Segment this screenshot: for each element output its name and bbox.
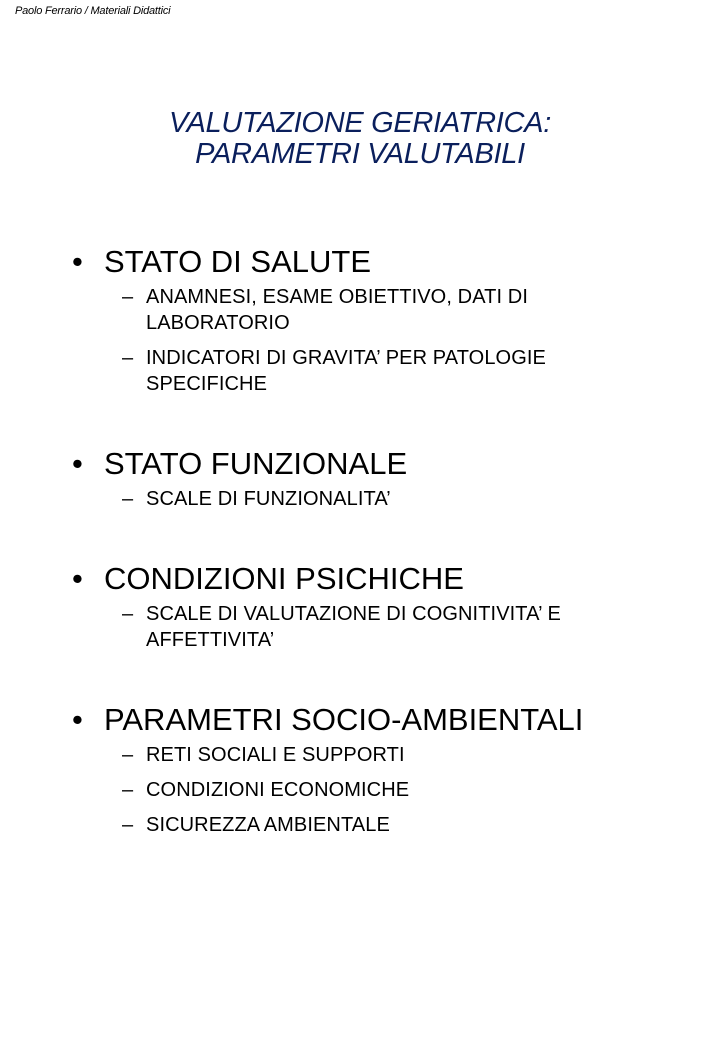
bullet-icon: • xyxy=(72,561,83,596)
dash-icon: – xyxy=(122,488,134,510)
list-item xyxy=(70,284,690,336)
list-item-text: SICUREZZA AMBIENTALE xyxy=(146,814,390,836)
list-item-text: CONDIZIONI ECONOMICHE xyxy=(146,779,410,801)
section-heading-text: STATO FUNZIONALE xyxy=(104,446,408,481)
section-heading xyxy=(70,244,690,280)
bullet-icon: • xyxy=(72,446,83,481)
title-line-2: PARAMETRI VALUTABILI xyxy=(195,138,525,170)
page-header: Paolo Ferrario / Materiali Didattici xyxy=(15,5,171,17)
dash-icon: – xyxy=(122,603,134,625)
list-item xyxy=(70,345,690,397)
sub-list xyxy=(70,742,690,838)
sub-list xyxy=(70,601,690,653)
section-stato-funzionale xyxy=(70,446,690,521)
list-item xyxy=(70,777,690,803)
section-heading xyxy=(70,702,690,738)
list-item xyxy=(70,601,690,653)
list-item-text: RETI SOCIALI E SUPPORTI xyxy=(146,744,405,766)
list-item-text: SCALE DI FUNZIONALITA’ xyxy=(146,488,391,510)
dash-icon: – xyxy=(122,286,134,308)
title-line-1: VALUTAZIONE GERIATRICA: xyxy=(169,107,551,139)
section-heading-text: CONDIZIONI PSICHICHE xyxy=(104,561,464,596)
section-stato-di-salute xyxy=(70,244,690,406)
list-item-text: SCALE DI VALUTAZIONE DI COGNITIVITA’ E AFFETTIVITA’ xyxy=(146,603,561,651)
dash-icon: – xyxy=(122,779,134,801)
dash-icon: – xyxy=(122,744,134,766)
bullet-icon: • xyxy=(72,702,83,737)
section-heading-text: STATO DI SALUTE xyxy=(104,244,371,279)
section-heading-text: PARAMETRI SOCIO-AMBIENTALI xyxy=(104,702,584,737)
sub-list xyxy=(70,486,690,512)
section-condizioni-psichiche xyxy=(70,561,690,662)
sub-list xyxy=(70,284,690,397)
list-item xyxy=(70,486,690,512)
section-heading xyxy=(70,561,690,597)
dash-icon: – xyxy=(122,347,134,369)
slide-title xyxy=(0,108,720,170)
dash-icon: – xyxy=(122,814,134,836)
list-item-text: INDICATORI DI GRAVITA’ PER PATOLOGIE SPECIFICHE xyxy=(146,347,546,395)
list-item-text: ANAMNESI, ESAME OBIETTIVO, DATI DI LABORATORIO xyxy=(146,286,528,334)
list-item xyxy=(70,742,690,768)
bullet-icon: • xyxy=(72,244,83,279)
section-heading xyxy=(70,446,690,482)
section-parametri-socio-ambientali xyxy=(70,702,690,847)
list-item xyxy=(70,812,690,838)
